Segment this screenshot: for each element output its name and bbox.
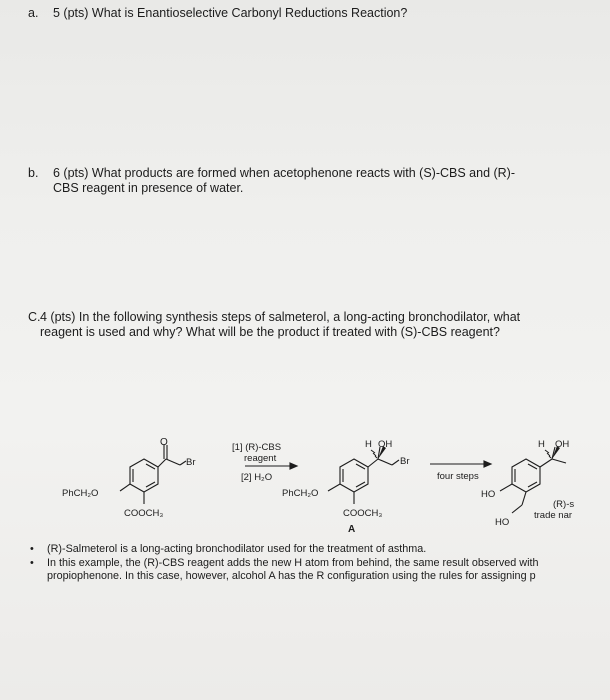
p-oh-label: OH [555,439,570,450]
a-h-label: H [365,439,372,450]
step1-line2: reagent [244,453,277,464]
step1-line3: [2] H₂O [241,472,273,483]
a-bond-ether [328,484,340,491]
sm-benzyloxy-label: PhCH₂O [62,488,99,499]
p-bond-stereo [540,459,552,467]
p-hash-wedge [545,450,551,458]
p-caption-line1: (R)-s [553,499,575,510]
sm-o-label: O [160,437,168,448]
p-caption-line2: trade nar [534,510,573,521]
a-br-label: Br [400,456,410,467]
bullet-text: (R)-Salmeterol is a long-acting bronchodilator used for the treatment of asthma. [47,543,427,555]
sm-ester-label: COOCH₃ [124,508,164,519]
bullet-list [30,543,595,584]
sm-br-label: Br [186,457,196,468]
arrow-step2-head [484,461,491,467]
arrow-step1-head [290,463,297,469]
bullet-item [30,557,595,584]
p-bond-ho [500,484,512,491]
question-c-text: 4 (pts) In the following synthesis steps of salmeterol, a long-acting bronchodilator, what reagent is used and why? What will be the product if treated with (S)-CBS reagent? [40,310,521,339]
p-ho-ch2-label: HO [495,517,510,528]
a-ester-label: COOCH₃ [343,508,383,519]
p-bond-chain [552,459,566,463]
sm-bond-ch2 [166,459,180,465]
p-h-label: H [538,439,545,450]
a-benzene-ring [340,459,368,492]
bullet-dot-icon: • [30,543,34,555]
a-benzyloxy-label: PhCH₂O [282,488,319,499]
bullet-text: In this example, the (R)-CBS reagent adds the new H atom from behind, the same result observed with propiophenone. In this case, however, alcohol A has the R configuration using the rules for assigning p [47,556,539,582]
question-b-number: b. [28,166,39,180]
sm-benzene-ring [130,459,158,492]
bullet-dot-icon: • [30,556,34,569]
a-hash-wedge [371,450,377,458]
sm-bond-carbonyl [158,459,166,467]
sm-bond-ether [120,484,130,491]
step2-label: four steps [437,471,479,482]
question-b-text: 6 (pts) What products are formed when acetophenone reacts with (S)-CBS and (R)-CBS reagent in presence of water. [53,166,516,195]
a-bond-br [392,460,399,465]
a-bond-ch2 [378,459,392,465]
reaction-scheme [0,425,610,543]
a-oh-label: OH [378,439,393,450]
p-bond-ch2 [522,492,526,505]
question-a-text: 5 (pts) What is Enantioselective Carbonyl Reductions Reaction? [53,6,408,20]
step1-line1: [1] (R)-CBS [232,442,282,453]
question-a-number: a. [28,6,39,20]
p-bond-ch2oh [512,505,522,513]
question-c-number: C. [28,310,41,324]
a-compound-label: A [348,524,356,535]
bullet-item [30,543,595,557]
p-benzene-ring [512,459,540,492]
a-bond-stereo [368,459,378,467]
p-ho-ring-label: HO [481,489,496,500]
